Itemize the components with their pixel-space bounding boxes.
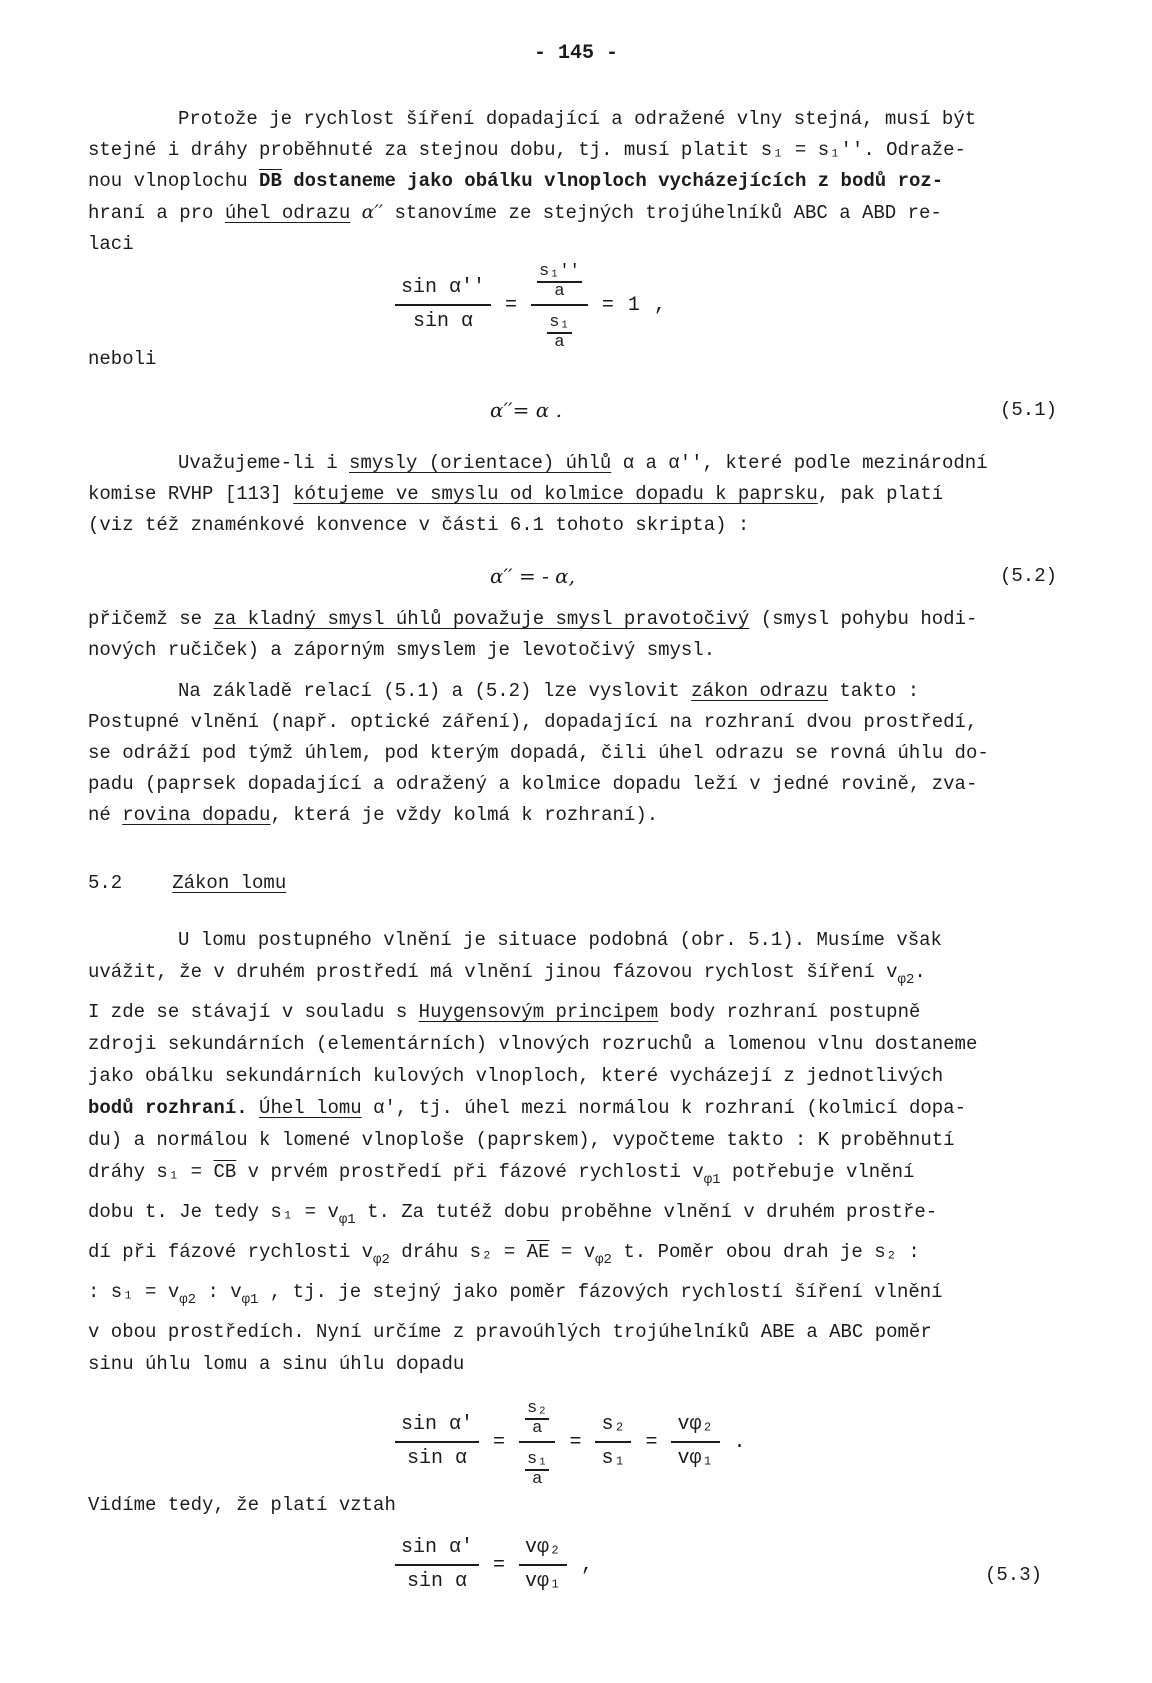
text-line: nových ručiček) a záporným smyslem je levotočivý smysl. (88, 639, 716, 661)
numerator: vφ₂ (519, 1535, 567, 1566)
equals-sign: = (601, 293, 614, 317)
segment-db: $\overline{DB}$ (259, 170, 282, 192)
equation-sine-ratio-refraction (395, 1395, 746, 1489)
numerator: sin α′ (395, 1535, 479, 1566)
text-line: : v (207, 1281, 242, 1303)
text-line: α′, tj. úhel mezi normálou k rozhraní (kolmicí dopa- (373, 1097, 966, 1119)
text-line: sinu úhlu lomu a sinu úhlu dopadu (88, 1353, 465, 1375)
equation-sine-ratio-reflection (395, 258, 666, 352)
denominator: sin α (413, 310, 474, 333)
section-number: 5.2 (88, 872, 123, 894)
text-line: v prvém prostředí při fázové rychlosti v (247, 1161, 704, 1183)
text-line: α a α′′, které podle mezinárodní (622, 452, 988, 474)
small-fraction: $\frac{\text{s₁}}{a}$ (527, 1450, 548, 1489)
text-line: t. Poměr obou drah je s₂ : (623, 1241, 920, 1263)
equals-sign: = (493, 1553, 506, 1577)
equation-number-5-2: (5.2) (1000, 565, 1058, 587)
text-line: takto : (839, 680, 920, 702)
text-line: uvážit, že v druhém prostředí má vlnění jinou fázovou rychlost šíření v (88, 961, 898, 983)
paragraph-orientation (88, 448, 1078, 541)
equation-number-5-1: (5.1) (1000, 399, 1058, 421)
text-line: laci (88, 233, 134, 255)
fraction-compound (531, 258, 588, 352)
term-smysly: smysly (orientace) úhlů (349, 452, 612, 474)
page-number: - 145 - (533, 42, 618, 65)
term-kotujeme: kótujeme ve smyslu od kolmice dopadu k paprsku (293, 483, 818, 505)
text-line: U lomu postupného vlnění je situace podobná (obr. 5.1). Musíme však (178, 929, 942, 951)
fraction-v (671, 1412, 719, 1472)
text-line: (viz též znaménkové konvence v části 6.1 tohoto skripta) : (88, 514, 750, 536)
denominator: s₁ (601, 1447, 626, 1470)
text-line: nou vlnoplochu (88, 170, 248, 192)
small-fraction: $\frac{\text{s₂}}{a}$ (527, 1399, 548, 1438)
inline-equation: s₁ = s₁′′. Odraže- (760, 139, 966, 161)
equation-text: α′′ = - α, (490, 564, 576, 588)
small-fraction: $\frac{\text{s₁′′}}{a}$ (539, 262, 580, 301)
segment-cb: $\overline{CB}$ (213, 1161, 237, 1183)
text-line: zdroji sekundárních (elementárních) vlnových rozruchů a lomenou vlnu dostaneme (88, 1033, 978, 1055)
text-line: , pak platí (817, 483, 944, 505)
text-line: stanovíme ze stejných trojúhelníků ABC a ABD re- (394, 202, 942, 224)
equals-sign: = (569, 1430, 582, 1454)
text-line: potřebuje vlnění (731, 1161, 915, 1183)
fraction-sin (395, 1535, 479, 1595)
text-line: komise RVHP (88, 483, 214, 505)
fraction-compound (519, 1395, 555, 1489)
text-line: body rozhraní postupně (669, 1001, 921, 1023)
text-line: né (88, 804, 111, 826)
comma: , (653, 293, 666, 317)
text-line: Uvažujeme-li i (178, 452, 338, 474)
word-neboli: neboli (88, 348, 157, 370)
equals-sign: = (493, 1430, 506, 1454)
subscript: φ1 (241, 1292, 259, 1308)
term-rovina-dopadu: rovina dopadu (122, 804, 271, 826)
numerator: sin α′′ (395, 275, 491, 306)
small-fraction: $\frac{\text{s₁}}{a}$ (549, 313, 570, 352)
text-line: , tj. je stejný jako poměr fázových rychlostí šíření vlnění (269, 1281, 943, 1303)
text-line: , která je vždy kolmá k rozhraní). (270, 804, 659, 826)
term-huygens: Huygensovým principem (418, 1001, 659, 1023)
alpha-symbol: α′′ (361, 201, 384, 223)
text-line: Na základě relací (5.1) a (5.2) lze vyslovit (178, 680, 680, 702)
paragraph-reflection-intro (88, 104, 1078, 260)
equation-alpha-negative (490, 561, 575, 592)
text-line: I zde se stávají v souladu s (88, 1001, 408, 1023)
segment-ae: $\overline{AE}$ (526, 1241, 550, 1263)
section-title: Zákon lomu (172, 872, 287, 894)
text-line: dobu t. Je tedy s₁ = v (88, 1201, 339, 1223)
text-line: přičemž se (88, 608, 203, 630)
text-line: v obou prostředích. Nyní určíme z pravoúhlých trojúhelníků ABE a ABC poměr (88, 1321, 932, 1343)
fraction-s (595, 1412, 631, 1472)
equals-sign: = (505, 293, 518, 317)
equation-text: α′′= α . (490, 398, 562, 422)
text-line: dráhy s₁ = (88, 1161, 203, 1183)
term-uhel-lomu: Úhel lomu (259, 1097, 362, 1119)
period: . (733, 1430, 746, 1454)
subscript: φ2 (373, 1252, 390, 1268)
term-kladny-smysl: za kladný smysl úhlů považuje smysl pravotočivý (213, 608, 750, 630)
subscript: φ2 (595, 1252, 612, 1268)
text-line: stejné i dráhy proběhnuté za stejnou dobu, tj. musí platit (88, 139, 750, 161)
text-line: dostaneme jako obálku vlnoploch vycházejících z bodů roz- (293, 170, 944, 192)
denominator: sin α (407, 1447, 468, 1470)
text-line: jako obálku sekundárních kulových vlnoploch, které vycházejí z jednotlivých (88, 1065, 944, 1087)
equation-number-5-3: (5.3) (985, 1564, 1043, 1586)
text-line: du) a normálou k lomené vlnoploše (paprskem), vypočteme takto : K proběhnutí (88, 1129, 955, 1151)
text-line: Protože je rychlost šíření dopadající a odražené vlny stejná, musí být (178, 108, 977, 130)
subscript: φ1 (703, 1172, 721, 1188)
text-line: Postupné vlnění (např. optické záření), dopadající na rozhraní dvou prostředí, (88, 711, 978, 733)
text-line: = v (560, 1241, 596, 1263)
term-uhel-odrazu: úhel odrazu (224, 202, 351, 224)
text-line: hraní a pro (88, 202, 214, 224)
equation-alpha-equal (490, 395, 562, 426)
equals-sign: = (645, 1430, 658, 1454)
numerator: vφ₂ (671, 1412, 719, 1443)
text-line: bodů rozhraní. (88, 1097, 248, 1119)
text-line: dí při fázové rychlosti v (88, 1241, 374, 1263)
fraction-v (519, 1535, 567, 1595)
period: . (914, 961, 926, 983)
subscript: φ2 (179, 1292, 197, 1308)
paragraph-refraction (88, 924, 1078, 1380)
text-line: dráhu s₂ = (401, 1241, 516, 1263)
term-zakon-odrazu: zákon odrazu (691, 680, 828, 702)
text-line: t. Za tutéž dobu proběhne vlnění v druhém prostře- (367, 1201, 938, 1223)
subscript: φ1 (338, 1212, 356, 1228)
reference: [113] (224, 483, 282, 505)
paragraph-vztah: Vidíme tedy, že platí vztah (88, 1494, 396, 1516)
paragraph-sign-convention (88, 604, 1078, 666)
numerator: s₂ (595, 1412, 631, 1443)
comma: , (581, 1553, 594, 1577)
denominator: sin α (407, 1570, 468, 1593)
denominator: vφ₁ (677, 1447, 714, 1470)
text-line: se odráží pod týmž úhlem, pod kterým dopadá, čili úhel odrazu se rovná úhlu do- (88, 742, 989, 764)
text-line: (smysl pohybu hodi- (760, 608, 978, 630)
text-line: padu (paprsek dopadající a odražený a kolmice dopadu leží v jedné rovině, zva- (88, 773, 978, 795)
paragraph-law-of-reflection (88, 676, 1078, 831)
text-line: : s₁ = v (88, 1281, 180, 1303)
fraction-sin (395, 1412, 479, 1472)
numerator: sin α′ (395, 1412, 479, 1443)
section-heading (88, 868, 286, 899)
subscript: φ2 (897, 972, 915, 988)
equation-snell-law (395, 1535, 593, 1595)
value-one: 1 (627, 293, 640, 317)
fraction-sin (395, 275, 491, 335)
denominator: vφ₁ (525, 1570, 562, 1593)
